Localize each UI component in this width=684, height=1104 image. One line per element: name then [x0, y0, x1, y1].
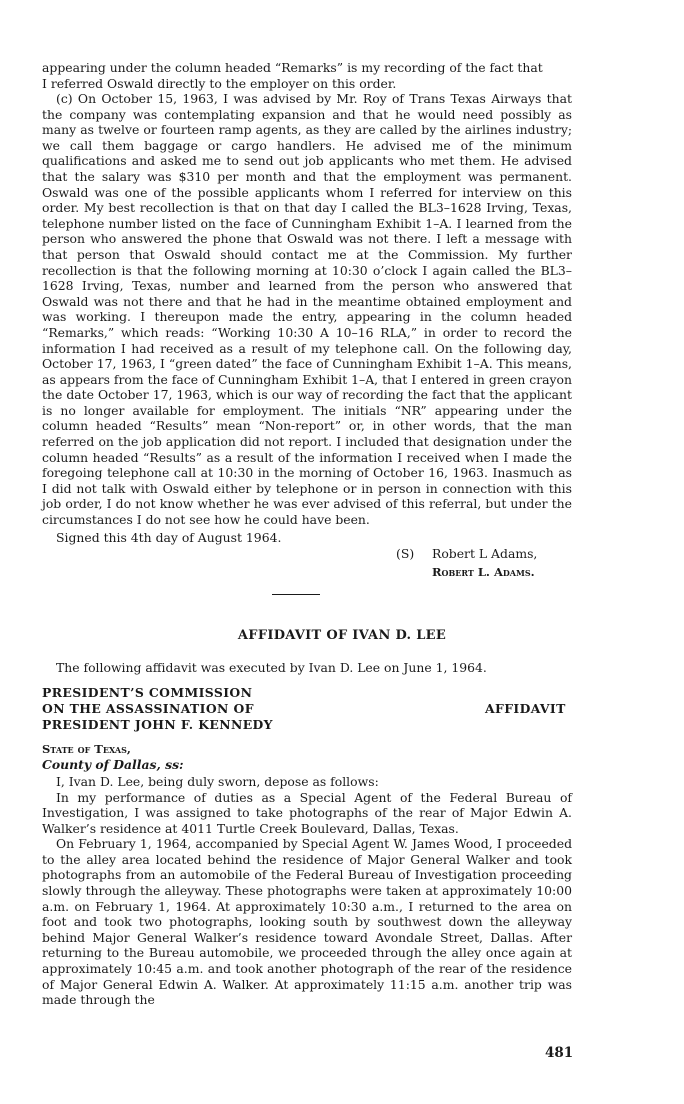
signed-date: Signed this 4th day of August 1964.: [56, 529, 282, 545]
paragraph-continuation-line2: I referred Oswald directly to the employer on this order.: [42, 75, 397, 91]
signature-typed-name: Robert L. Adams.: [432, 565, 535, 579]
affidavit-paragraph-2: On February 1, 1964, accompanied by Special Agent W. James Wood, I proceeded to the alley area located behind the residence of Major General Walker and took photographs from an automobile of the Federal Bureau of Investigation proceeding slowly through the alleyway. These photographs were taken at approximately 10:00 a.m. on February 1, 1964. At approximately 10:30 a.m., I returned to the area on foot and took two photographs, looking south by southwest down the alleyway behind Major General Walker’s residence toward Avondale Street, Dallas. After returning to the Bureau automobile, we proceeded through the alley once again at approximately 10:45 a.m. and took another photograph of the rear of the residence of Major General Edwin A. Walker. At approximately 11:15 a.m. another trip was made through the: [42, 836, 572, 1008]
affidavit-paragraph-1: In my performance of duties as a Special Agent of the Federal Bureau of Investigation, I was assigned to take photographs of the rear of Major Edwin A. Walker’s residence at 4011 Turtle Creek Boulevard, Dallas, Texas.: [42, 789, 572, 836]
sworn-statement: I, Ivan D. Lee, being duly sworn, depose as follows:: [56, 774, 379, 789]
section-divider: [272, 594, 320, 595]
affidavit-label: AFFIDAVIT: [485, 701, 566, 716]
affidavit-body: [42, 774, 572, 1008]
page-number: 481: [545, 1045, 574, 1061]
county-line: County of Dallas, ss:: [42, 757, 184, 772]
signature-mark: (S): [396, 546, 415, 561]
affidavit-heading: AFFIDAVIT OF IVAN D. LEE: [237, 628, 447, 643]
signature-name: Robert L Adams,: [432, 546, 538, 561]
state-line: State of Texas,: [42, 742, 131, 756]
commission-line-3: PRESIDENT JOHN F. KENNEDY: [42, 717, 273, 732]
affidavit-intro: The following affidavit was executed by Ivan D. Lee on June 1, 1964.: [56, 660, 487, 675]
paragraph-continuation-line1: appearing under the column headed “Remarks” is my recording of the fact that: [42, 60, 543, 75]
commission-line-1: PRESIDENT’S COMMISSION: [42, 685, 253, 700]
top-text-block: [42, 60, 572, 545]
commission-line-2: ON THE ASSASSINATION OF: [42, 701, 254, 716]
paragraph-c: (c) On October 15, 1963, I was advised by Mr. Roy of Trans Texas Airways that the company was contemplating expansion and that he would need possibly as many as twelve or fourteen ramp agents, as they are called by the airlines industry; we call them baggage or cargo handlers. He advised me of the minimum qualifications and asked me to send out job applicants who met them. He advised that the salary was $310 per month and that the employment was permanent. Oswald was one of the possible applicants whom I referred for interview on this order. My best recollection is that on that day I called the BL3–1628 Irving, Texas, telephone number listed on the face of Cunningham Exhibit 1–A. I learned from the person who answered the phone that Oswald was not there. I left a message with that person that Oswald should contact me at the Commission. My further recollection is that the following morning at 10:30 o’clock I again called the BL3–1628 Irving, Texas, number and learned from the person who answered that Oswald was not there and that he had in the meantime obtained employment and was working. I thereupon made the entry, appearing in the column headed “Remarks,” which reads: “Working 10:30 A 10–16 RLA,” in order to record the information I had received as a result of my telephone call. On the following day, October 17, 1963, I “green dated” the face of Cunningham Exhibit 1–A. This means, as appears from the face of Cunningham Exhibit 1–A, that I entered in green crayon the date October 17, 1963, which is our way of recording the fact that the applicant is no longer available for employment. The initials “NR” appearing under the column headed “Results” mean “Non-report” or, in other words, that the man referred on the job application did not report. I included that designation under the column headed “Results” as a result of the information I received when I made the foregoing telephone call at 10:30 in the morning of October 16, 1963. Inasmuch as I did not talk with Oswald either by telephone or in person in connection with this job order, I do not know whether he was ever advised of this referral, but under the circumstances I do not see how he could have been.: [42, 91, 572, 528]
